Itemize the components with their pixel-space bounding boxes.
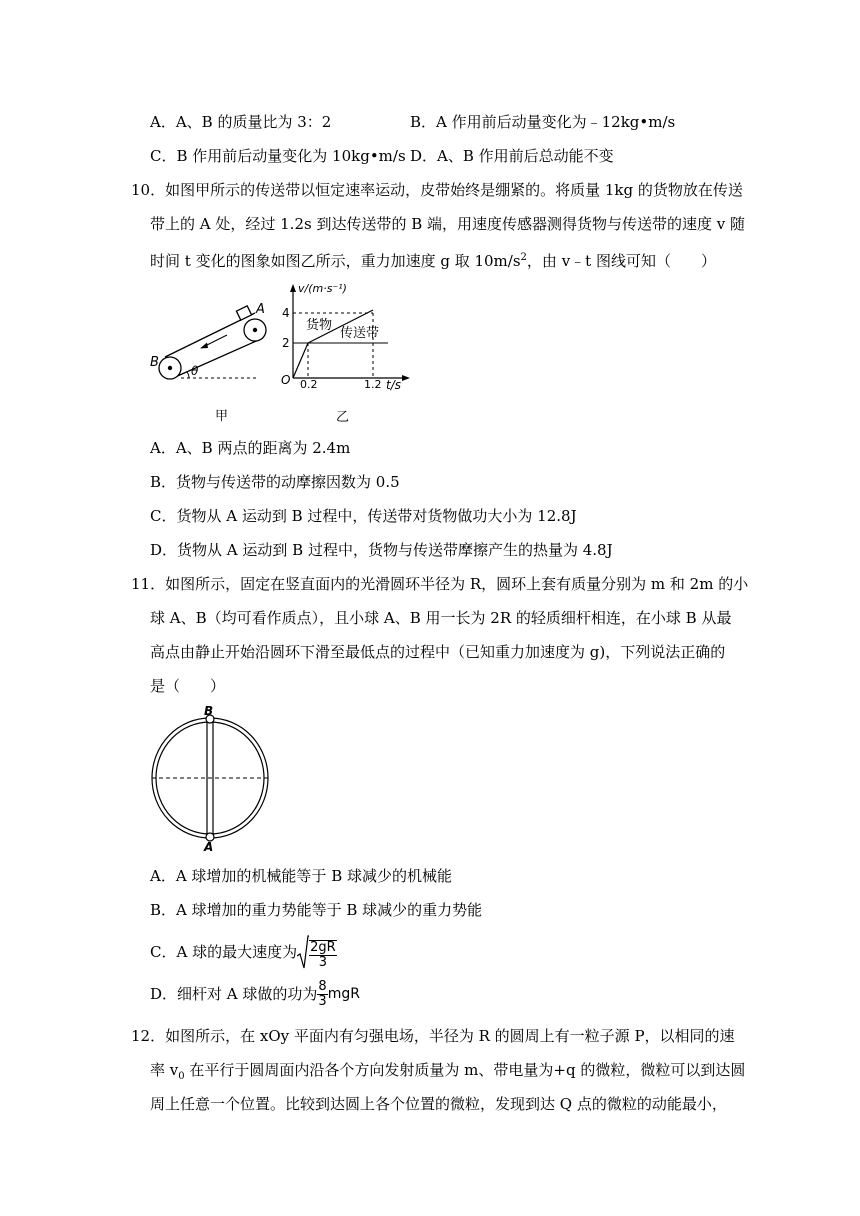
label-belt: 传送带 xyxy=(340,326,380,341)
q9-option-c: C．B 作用前后动量变化为 10kg•m/s xyxy=(150,147,406,165)
q10-stem-line2: 带上的 A 处，经过 1.2s 到达传送带的 B 端，用速度传感器测得货物与传送带的速度 v 随 xyxy=(150,215,746,233)
y-tick-2: 2 xyxy=(282,336,290,350)
x-tick-1-2: 1.2 xyxy=(364,378,382,391)
q10-option-d: D．货物从 A 运动到 B 过程中，货物与传送带摩擦产生的热量为 4.8J xyxy=(150,541,613,559)
q10-option-b: B．货物与传送带的动摩擦因数为 0.5 xyxy=(150,473,400,491)
x-axis-label: t/s xyxy=(386,378,401,392)
x-tick-0-2: 0.2 xyxy=(300,378,318,391)
ring-label-b: B xyxy=(204,704,214,718)
q10-stem-line3: 时间 t 变化的图象如图乙所示，重力加速度 g 取 $10m/s^2$，由 v﹣t 图线可知（ ） xyxy=(150,252,716,270)
q10-stem-line1: 10．如图甲所示的传送带以恒定速率运动，皮带始终是绷紧的。将质量 1kg 的货物放在传送 xyxy=(131,181,743,199)
q11-option-d xyxy=(150,976,360,1012)
q9-option-b: B．A 作用前后动量变化为﹣12kg•m/s xyxy=(410,113,676,131)
ring-figure xyxy=(145,704,275,854)
caption-yi: 乙 xyxy=(336,410,350,425)
q10-option-a: A．A、B 两点的距离为 2.4m xyxy=(150,439,351,457)
q11-option-d-tail: mgR xyxy=(327,986,360,1002)
q11-stem-line1: 11．如图所示，固定在竖直面内的光滑圆环半径为 R，圆环上套有质量分别为 m 和 2m 的小 xyxy=(131,575,749,593)
q11-option-a: A．A 球增加的机械能等于 B 球减少的机械能 xyxy=(150,867,452,885)
q10-option-c: C．货物从 A 运动到 B 过程中，传送带对货物做功大小为 12.8J xyxy=(150,507,577,525)
q9-option-a: A．A、B 的质量比为 3：2 xyxy=(150,113,332,131)
fraction-8-over-3: $\frac{8}{3}$ xyxy=(318,978,327,1009)
label-cargo: 货物 xyxy=(306,318,333,333)
label-theta: θ xyxy=(191,364,199,378)
q12-stem-line1: 12．如图所示，在 xOy 平面内有匀强电场，半径为 R 的圆周上有一粒子源 P，以相同的速 xyxy=(131,1027,735,1045)
origin-label: O xyxy=(281,373,291,387)
q11-stem-line4: 是（ ） xyxy=(150,677,226,695)
q12-stem-line3: 周上任意一个位置。比较到达圆上各个位置的微粒，发现到达 Q 点的微粒的动能最小， xyxy=(150,1095,727,1113)
y-axis-label: v/(m·s⁻¹) xyxy=(298,282,347,295)
ring-label-a: A xyxy=(204,840,214,854)
q11-stem-line2: 球 A、B（均可看作质点），且小球 A、B 用一长为 2R 的轻质细杆相连，在小球 B 从最 xyxy=(150,609,732,627)
q11-option-c xyxy=(150,934,337,970)
y-tick-4: 4 xyxy=(282,306,290,320)
label-b: B xyxy=(150,355,159,370)
q11-option-b: B．A 球增加的重力势能等于 B 球减少的重力势能 xyxy=(150,901,483,919)
q9-option-d: D．A、B 作用前后总动能不变 xyxy=(410,147,614,165)
label-a: A xyxy=(256,302,265,317)
q11-option-c-text: C．A 球的最大速度为 xyxy=(150,943,298,961)
conveyor-belt-figure xyxy=(145,300,275,430)
fraction-2gr-over-3: $\frac{2gR}{3}$ xyxy=(310,940,336,970)
q11-option-d-text: D．细杆对 A 球做的功为 xyxy=(150,985,318,1003)
sqrt-expression xyxy=(297,934,337,970)
caption-jia: 甲 xyxy=(215,409,229,424)
q12-stem-line2: 率 $v_0$ 在平行于圆周面内沿各个方向发射质量为 m、带电量为+q 的微粒，微粒可以到达圆 xyxy=(150,1061,746,1082)
q11-stem-line3: 高点由静止开始沿圆环下滑至最低点的过程中（已知重力加速度为 g)，下列说法正确的 xyxy=(150,643,726,661)
vt-graph-figure xyxy=(278,280,418,430)
